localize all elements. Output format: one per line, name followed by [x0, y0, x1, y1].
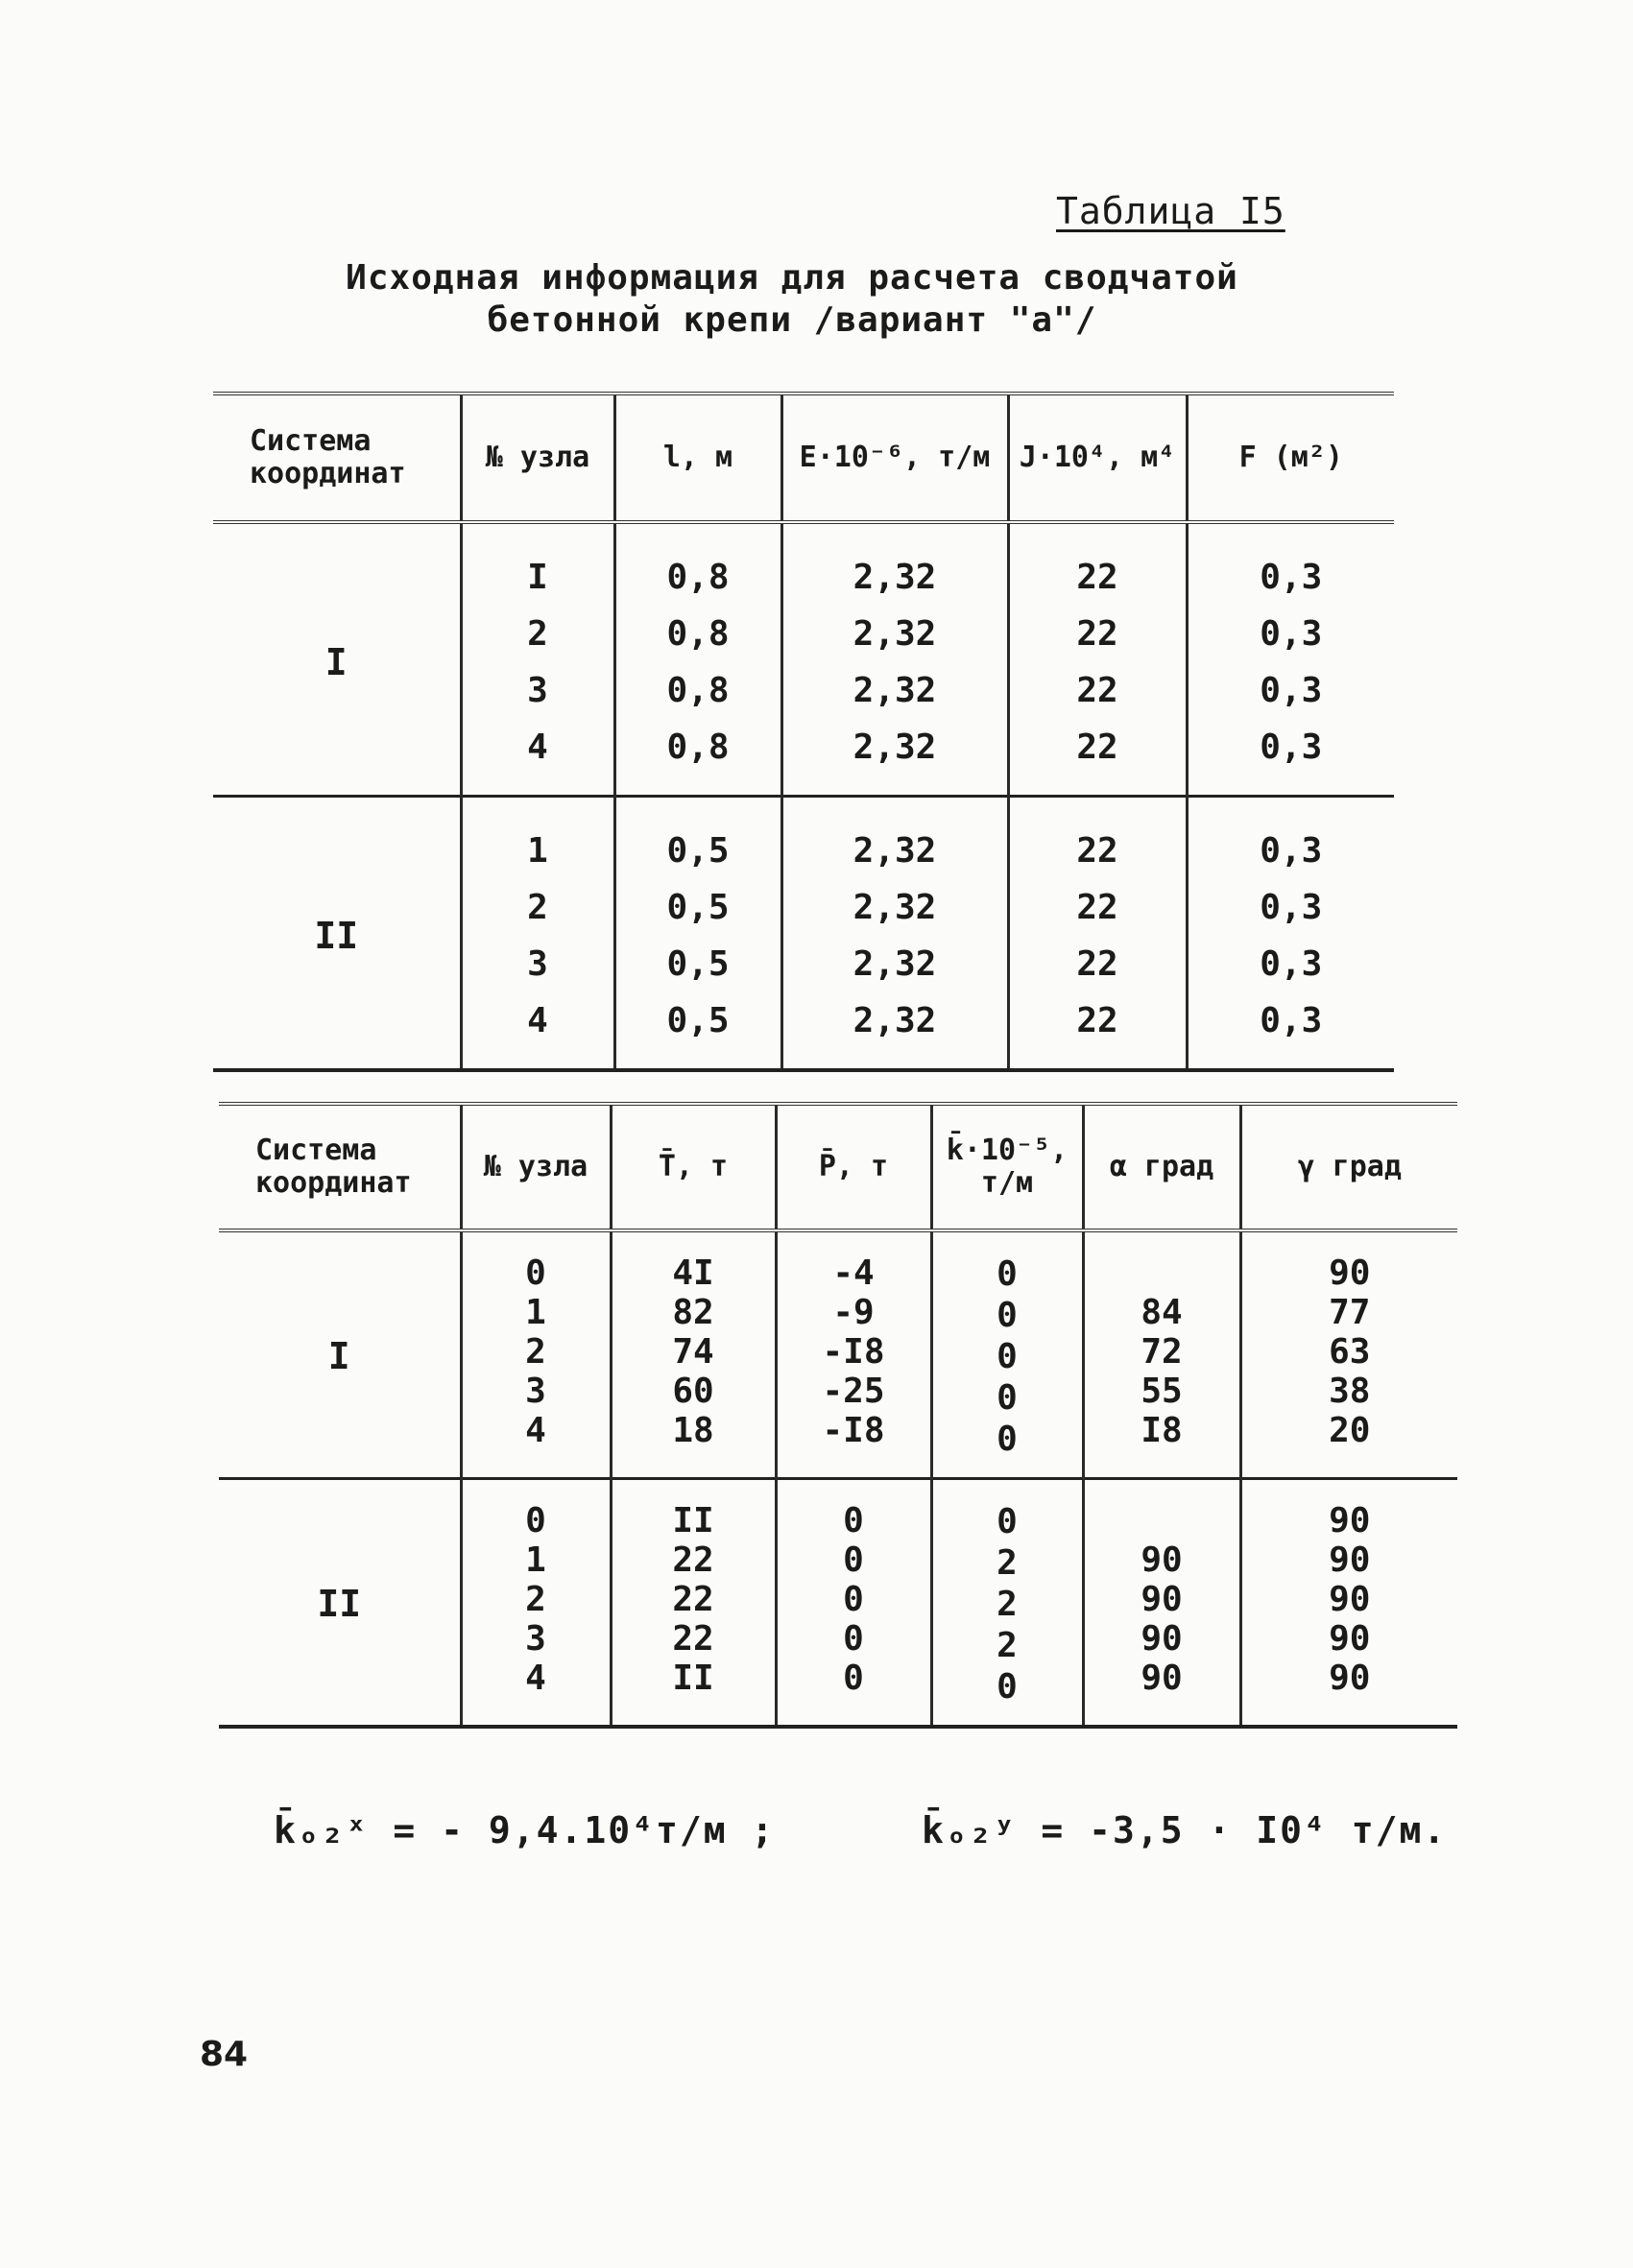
header-J: J·10⁴, м⁴ — [1008, 394, 1187, 522]
gamma-cell: 90 77 63 38 20 — [1329, 1253, 1371, 1450]
formula-kx: k̄ₒ₂ˣ = - 9,4.10⁴т/м ; — [274, 1809, 776, 1851]
node-cell: 0 1 2 3 4 — [461, 1479, 611, 1728]
node-cell: 1 2 3 4 — [461, 797, 614, 1071]
alpha-cell: 84 72 55 I8 — [1083, 1230, 1240, 1479]
node-cell: I 2 3 4 — [461, 522, 614, 797]
E-cell: 2,32 2,32 2,32 2,32 — [781, 797, 1008, 1071]
system-cell: I — [219, 1230, 461, 1479]
header-E: E·10⁻⁶, т/м — [781, 394, 1008, 522]
P-cell: 0 0 0 0 0 — [776, 1479, 931, 1728]
caption-line-2: бетонной крепи /вариант "а"/ — [487, 300, 1097, 340]
header-F: F (м²) — [1187, 394, 1394, 522]
T-cell: II 22 22 22 II — [611, 1479, 776, 1728]
header-gamma: γ град — [1240, 1104, 1457, 1230]
header-system: Система координат — [219, 1104, 461, 1230]
table-2-header-row — [219, 1104, 1457, 1230]
table-2 — [219, 1102, 1457, 1729]
alpha-cell: 90 90 90 90 — [1083, 1479, 1240, 1728]
header-node: № узла — [461, 1104, 611, 1230]
table-1-group-1 — [213, 522, 1394, 797]
header-l: l, м — [614, 394, 781, 522]
l-cell: 0,5 0,5 0,5 0,5 — [614, 797, 781, 1071]
F-cell: 0,3 0,3 0,3 0,3 — [1260, 558, 1323, 767]
gamma-cell: 90 90 90 90 90 — [1240, 1479, 1457, 1728]
k-cell: 0 0 0 0 0 — [931, 1230, 1083, 1479]
header-node: № узла — [461, 394, 614, 522]
system-cell: I — [213, 522, 461, 797]
header-T: T̄, т — [611, 1104, 776, 1230]
table-title: Таблица I5 — [1056, 190, 1285, 232]
page-number: 84 — [200, 2035, 249, 2074]
l-cell: 0,8 0,8 0,8 0,8 — [614, 522, 781, 797]
J-cell: 22 22 22 22 — [1008, 522, 1187, 797]
T-cell: 4I 82 74 60 18 — [611, 1230, 776, 1479]
F-cell: 0,3 0,3 0,3 0,3 — [1187, 797, 1394, 1071]
header-system: Система координат — [213, 394, 461, 522]
formula-ky: k̄ₒ₂ʸ = -3,5 · I0⁴ т/м. — [922, 1809, 1448, 1851]
P-cell: -4 -9 -I8 -25 -I8 — [776, 1230, 931, 1479]
header-alpha: α град — [1083, 1104, 1240, 1230]
k-cell: 0 2 2 2 0 — [931, 1479, 1083, 1728]
table-1 — [213, 392, 1394, 1072]
system-cell: II — [219, 1479, 461, 1728]
table-caption — [240, 257, 1344, 342]
system-cell: II — [213, 797, 461, 1071]
table-2-group-1 — [219, 1230, 1457, 1479]
header-P: P̄, т — [776, 1104, 931, 1230]
J-cell: 22 22 22 22 — [1008, 797, 1187, 1071]
header-k: k̄·10⁻⁵, т/м — [931, 1104, 1083, 1230]
table-1-group-2 — [213, 797, 1394, 1071]
E-cell: 2,32 2,32 2,32 2,32 — [781, 522, 1008, 797]
node-cell: 0 1 2 3 4 — [461, 1230, 611, 1479]
table-1-header-row — [213, 394, 1394, 522]
caption-line-1: Исходная информация для расчета сводчатой — [346, 258, 1238, 298]
table-2-group-2 — [219, 1479, 1457, 1728]
